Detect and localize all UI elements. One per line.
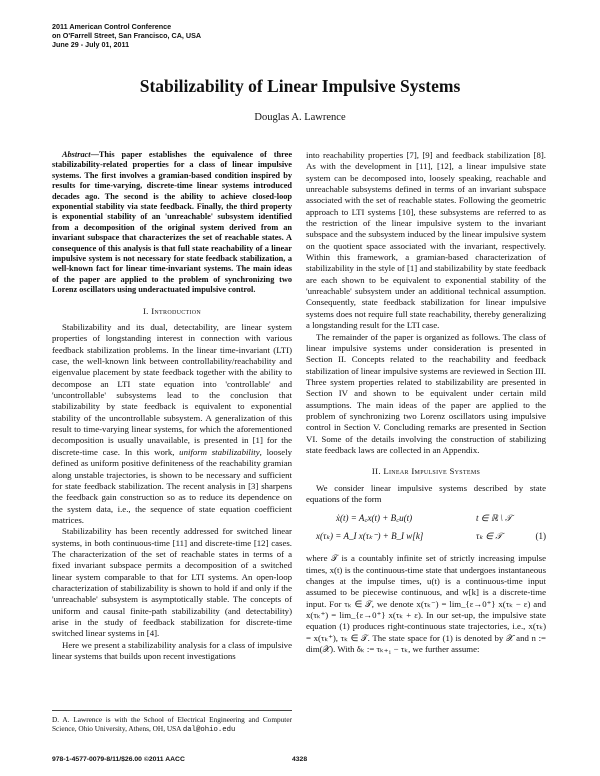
section-1-heading xyxy=(52,306,292,317)
section-1-title: Introduction xyxy=(151,305,202,316)
section-2-number: II. xyxy=(371,466,384,477)
intro-paragraph-3: Here we present a stabilizability analysis for a class of impulsive linear systems that builds upon recent investigations xyxy=(52,639,292,661)
author-name: Douglas A. Lawrence xyxy=(254,112,346,123)
intro-paragraph-1 xyxy=(52,322,292,526)
intro-paragraph-continued: into reachability properties [7], [9] and feedback stabilization [8]. As with the development in [11], [12], a linear impulsive state system can be decomposed into, loosely speaking, reachable and unreachable subsystems defined in terms of an invariant subspace associated with the set of reachable states. Following the geometric approach to LTI systems [10], these subsystems are referred to as the restriction of the linear impulsive system to the invariant subspace and the subsystem induced by the linear impulsive system on the quotient space associated with the invariant, respectively. Within this framework, a gramian-based characterization of stabilizability in the style of [1] and stabilizability by state feedback are each shown to be equivalent to exponential stability of the 'unreachable' subsystem under an additional technical assumption. Consequently, state feedback stabilization for linear impulsive systems does not require full state reachability, thereby generalizing a longstanding result for the LTI case. xyxy=(306,150,546,331)
intro-p1-emphasis: uniform stabilizability xyxy=(179,446,260,457)
equation-1-impulsive-condition: τₖ ∈ 𝒯 xyxy=(476,531,503,542)
section-2-paragraph-1: We consider linear impulsive systems described by state equations of the form xyxy=(306,482,546,504)
equation-1-continuous-condition: t ∈ ℝ \ 𝒯 xyxy=(476,513,512,524)
left-column xyxy=(52,150,292,662)
conference-location: on O'Farrell Street, San Francisco, CA, USA xyxy=(52,31,202,40)
equation-1 xyxy=(306,511,546,547)
equation-1-impulsive: x(τₖ) = A_I x(τₖ⁻) + B_I w[k] xyxy=(316,531,424,542)
intro-p1-part-a: Stabilizability and its dual, detectability, are linear system properties of longstanding interest in connection with various feedback stabilization problems. In the linear time-invariant (LTI) case, the well-known link between controllability/reachability and eigenvalue placement by state feedback together with the ability to decompose an LTI state equation into 'controllable' and 'uncontrollable' subsystems lead to the conclusion that stabilizability by state feedback is equivalent to exponential stability of the uncontrollable subsystem. A generalization of this result to time-varying linear systems, for which the aforementioned decomposition is usually unavailable, is presented in [1] for the discrete-time case. In this work, xyxy=(52,322,292,457)
equation-1-number: (1) xyxy=(535,531,546,542)
footer-isbn: 978-1-4577-0079-8/11/$26.00 ©2011 AACC xyxy=(52,756,185,763)
page-number: 4328 xyxy=(292,756,308,763)
author-footnote xyxy=(52,710,292,735)
abstract-text: —This paper establishes the equivalence of three stabilizability-related properties for a class of linear impulsive systems. The first involves a gramian-based condition inspired by results for time-varying, discrete-time linear systems introduced decades ago. The second is the ability to achieve closed-loop exponential stability via state feedback. Finally, the third property is exponential stability of an 'unreachable' subsystem identified from a decomposition of the original system derived from an invariant subspace that characterizes the set of reachable states. A consequence of this analysis is that full state reachability of a linear impulsive system is not necessary for state feedback stabilization, a well-known fact for linear time-invariant systems. The main ideas of the paper are applied to the problem of synchronizing two Lorenz oscillators using underactuated impulsive control. xyxy=(52,150,292,295)
conference-header xyxy=(52,22,201,49)
paper-title: Stabilizability of Linear Impulsive Systems xyxy=(139,76,461,96)
section-2-title: Linear Impulsive Systems xyxy=(383,466,481,477)
abstract-label: Abstract xyxy=(62,150,91,159)
abstract xyxy=(52,150,292,296)
section-1-number: I. xyxy=(142,305,152,316)
intro-paragraph-2: Stabilizability has been recently addressed for switched linear systems, in both continuous-time [11] and discrete-time [12] cases. The characterization of the set of reachable states in terms of a fixed invariant subspace permits a decomposition of a switched linear system comparable to that for LTI systems. An open-loop characterization of stabilizability is shown to hold if and only if the 'unreachable' subsystem is asymptotically stable. The concepts of uniform and causal finite-path stabilizability (and detectability) arise in the study of feedback stabilization for discrete-time switched linear systems in [4]. xyxy=(52,526,292,639)
outline-paragraph: The remainder of the paper is organized as follows. The class of linear impulsive systems under consideration is presented in Section II. Concepts related to the reachability and feedback stabilization of linear impulsive systems are reviewed in Section III. Three system properties related to stabilizability are presented in Section IV and shown to be equivalent under certain mild assumptions. The main ideas of the paper are applied to the problem of synchronizing two Lorenz oscillators using impulsive control in Section V. Concluding remarks are presented in Section VI. Some of the details involving the construction of stabilizing state feedback laws are collected in an Appendix. xyxy=(306,331,546,455)
right-column xyxy=(306,150,546,655)
footnote-text: D. A. Lawrence is with the School of Electrical Engineering and Computer Science, Ohio University, Athens, OH, USA xyxy=(52,715,292,733)
equation-1-continuous: ẋ(t) = A꜀x(t) + B꜀u(t) xyxy=(336,513,413,524)
author-email: dal@ohio.edu xyxy=(182,726,236,734)
section-2-paragraph-2: where 𝒯 is a countably infinite set of strictly increasing impulse times, x(t) is the continuous-time state that undergoes instantaneous changes at the impulse times, u(t) is a continuous-time input assumed to be piecewise continuous, and w[k] is a discrete-time input. For τₖ ∈ 𝒯, we denote x(τₖ⁻) = lim_{ε→0⁺} x(τₖ − ε) and x(τₖ⁺) = lim_{ε→0⁺} x(τₖ + ε). In our set-up, the impulsive state equation (1) produces right-continuous state trajectories, i.e., x(τₖ) = x(τₖ⁺), τₖ ∈ 𝒯. The state space for (1) is denoted by 𝒳 and n := dim(𝒳). With δₖ := τₖ₊₁ − τₖ, we further assume: xyxy=(306,553,546,655)
intro-p1-part-b: , loosely defined as uniform positive definiteness of the reachability gramian along unstable trajectories, is shown to be necessary and sufficient for state feedback stabilization. The recent analysis in [3] sharpens the feedback gain construction so as to reduce its dependence on the system data, i.e., the sequence of state equation coefficient matrices. xyxy=(52,446,292,525)
section-2-heading xyxy=(306,466,546,477)
conference-dates: June 29 - July 01, 2011 xyxy=(52,40,130,49)
conference-name: 2011 American Control Conference xyxy=(52,22,172,31)
